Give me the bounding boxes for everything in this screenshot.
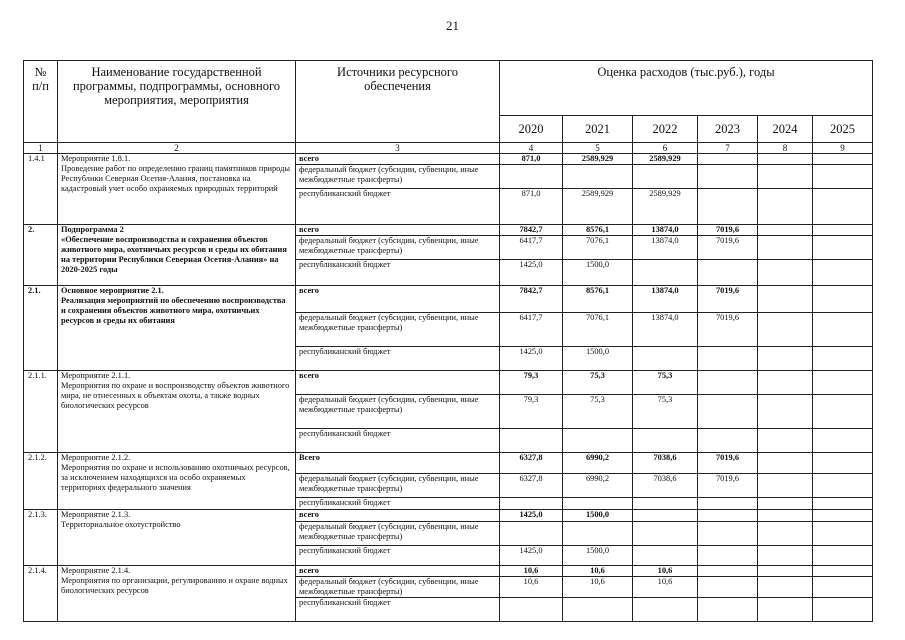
funding-source: федеральный бюджет (субсидии, субвенции, иные межбюджетные трансферты) bbox=[296, 313, 500, 347]
amount-cell bbox=[698, 510, 758, 522]
column-number: 9 bbox=[813, 143, 873, 154]
item-number: 2.1. bbox=[24, 286, 58, 371]
amount-cell bbox=[813, 347, 873, 371]
year-header: 2021 bbox=[563, 116, 633, 143]
table-row bbox=[24, 286, 873, 313]
amount-cell bbox=[563, 165, 633, 189]
amount-cell bbox=[633, 260, 698, 286]
year-header: 2023 bbox=[698, 116, 758, 143]
item-number: 2.1.1. bbox=[24, 371, 58, 453]
table-row bbox=[24, 371, 873, 395]
amount-cell bbox=[813, 313, 873, 347]
page-number: 21 bbox=[446, 18, 459, 33]
amount-cell: 10,6 bbox=[633, 577, 698, 598]
amount-cell: 1425,0 bbox=[500, 260, 563, 286]
amount-cell: 6990,2 bbox=[563, 474, 633, 498]
amount-cell bbox=[698, 347, 758, 371]
amount-cell: 1500,0 bbox=[563, 510, 633, 522]
amount-cell: 7019,6 bbox=[698, 453, 758, 474]
amount-cell bbox=[813, 154, 873, 165]
amount-cell: 7842,7 bbox=[500, 225, 563, 236]
amount-cell: 7842,7 bbox=[500, 286, 563, 313]
amount-cell: 10,6 bbox=[500, 577, 563, 598]
item-number: 2.1.4. bbox=[24, 566, 58, 622]
amount-cell bbox=[758, 260, 813, 286]
table-row bbox=[24, 225, 873, 236]
amount-cell bbox=[698, 522, 758, 546]
funding-source: федеральный бюджет (субсидии, субвенции, иные межбюджетные трансферты) bbox=[296, 474, 500, 498]
amount-cell bbox=[758, 371, 813, 395]
amount-cell bbox=[633, 498, 698, 510]
funding-source: всего bbox=[296, 510, 500, 522]
item-name: Основное мероприятие 2.1. Реализация мероприятий по обеспечению воспроизводства и сохранения объектов животного мира, охотничьих ресурсов и среды их обитания bbox=[58, 286, 296, 371]
amount-cell: 10,6 bbox=[500, 566, 563, 577]
amount-cell bbox=[500, 498, 563, 510]
amount-cell: 8576,1 bbox=[563, 225, 633, 236]
header-name: Наименование государственной программы, подпрограммы, основного мероприятия, мероприятия bbox=[58, 61, 296, 143]
amount-cell: 13874,0 bbox=[633, 286, 698, 313]
amount-cell: 7038,6 bbox=[633, 453, 698, 474]
amount-cell bbox=[633, 522, 698, 546]
column-number: 5 bbox=[563, 143, 633, 154]
amount-cell bbox=[563, 598, 633, 622]
funding-source: республиканский бюджет bbox=[296, 498, 500, 510]
amount-cell bbox=[758, 165, 813, 189]
amount-cell: 871,0 bbox=[500, 189, 563, 225]
amount-cell bbox=[758, 566, 813, 577]
amount-cell bbox=[698, 546, 758, 566]
funding-source: федеральный бюджет (субсидии, субвенции, иные межбюджетные трансферты) bbox=[296, 577, 500, 598]
amount-cell bbox=[633, 347, 698, 371]
amount-cell bbox=[698, 598, 758, 622]
amount-cell: 7019,6 bbox=[698, 313, 758, 347]
column-number: 3 bbox=[296, 143, 500, 154]
amount-cell bbox=[698, 371, 758, 395]
item-name: Мероприятие 1.8.1. Проведение работ по определению границ памятников природы Республики Северная Осетия-Алания, постановка на кадастровый учет особо охраняемых природных территорий bbox=[58, 154, 296, 225]
column-number: 4 bbox=[500, 143, 563, 154]
amount-cell bbox=[758, 510, 813, 522]
amount-cell bbox=[698, 498, 758, 510]
amount-cell: 6417,7 bbox=[500, 313, 563, 347]
amount-cell bbox=[813, 395, 873, 429]
column-number: 8 bbox=[758, 143, 813, 154]
amount-cell bbox=[758, 453, 813, 474]
header-estimate: Оценка расходов (тыс.руб.), годы bbox=[500, 61, 873, 116]
amount-cell bbox=[563, 522, 633, 546]
year-header: 2025 bbox=[813, 116, 873, 143]
amount-cell: 79,3 bbox=[500, 395, 563, 429]
amount-cell bbox=[698, 154, 758, 165]
amount-cell bbox=[500, 429, 563, 453]
funding-source: республиканский бюджет bbox=[296, 189, 500, 225]
funding-source: федеральный бюджет (субсидии, субвенции, иные межбюджетные трансферты) bbox=[296, 395, 500, 429]
amount-cell: 13874,0 bbox=[633, 236, 698, 260]
amount-cell bbox=[633, 510, 698, 522]
amount-cell: 10,6 bbox=[563, 566, 633, 577]
amount-cell: 1500,0 bbox=[563, 260, 633, 286]
item-number: 2. bbox=[24, 225, 58, 286]
funding-source: республиканский бюджет bbox=[296, 598, 500, 622]
amount-cell: 7038,6 bbox=[633, 474, 698, 498]
amount-cell: 2589,929 bbox=[633, 154, 698, 165]
funding-source: всего bbox=[296, 371, 500, 395]
amount-cell bbox=[813, 286, 873, 313]
item-number: 1.4.1 bbox=[24, 154, 58, 225]
amount-cell: 75,3 bbox=[633, 395, 698, 429]
item-name: Мероприятие 2.1.2. Мероприятия по охране и использованию охотничьих ресурсов, за исключением находящихся на особо охраняемых территориях федерального значения bbox=[58, 453, 296, 510]
amount-cell bbox=[758, 429, 813, 453]
amount-cell: 2589,929 bbox=[633, 189, 698, 225]
funding-source: федеральный бюджет (субсидии, субвенции, иные межбюджетные трансферты) bbox=[296, 236, 500, 260]
amount-cell: 6327,8 bbox=[500, 453, 563, 474]
amount-cell bbox=[813, 225, 873, 236]
funding-source: республиканский бюджет bbox=[296, 260, 500, 286]
amount-cell: 75,3 bbox=[563, 371, 633, 395]
amount-cell bbox=[758, 577, 813, 598]
expenditure-table bbox=[23, 60, 873, 622]
amount-cell: 6327,8 bbox=[500, 474, 563, 498]
amount-cell: 1500,0 bbox=[563, 347, 633, 371]
column-number: 1 bbox=[24, 143, 58, 154]
amount-cell: 13874,0 bbox=[633, 225, 698, 236]
amount-cell: 6990,2 bbox=[563, 453, 633, 474]
amount-cell bbox=[758, 546, 813, 566]
item-name: Мероприятие 2.1.3. Территориальное охотустройство bbox=[58, 510, 296, 566]
amount-cell bbox=[563, 498, 633, 510]
amount-cell bbox=[500, 165, 563, 189]
item-name: Мероприятие 2.1.1. Мероприятия по охране и воспроизводству объектов животного мира, не отнесенных к объектам охоты, а также водных биологических ресурсов bbox=[58, 371, 296, 453]
amount-cell bbox=[698, 395, 758, 429]
funding-source: республиканский бюджет bbox=[296, 546, 500, 566]
amount-cell bbox=[813, 510, 873, 522]
amount-cell bbox=[633, 598, 698, 622]
amount-cell bbox=[633, 546, 698, 566]
amount-cell bbox=[758, 286, 813, 313]
amount-cell bbox=[758, 498, 813, 510]
amount-cell bbox=[758, 154, 813, 165]
amount-cell bbox=[758, 225, 813, 236]
amount-cell bbox=[813, 165, 873, 189]
table-row bbox=[24, 154, 873, 165]
amount-cell: 10,6 bbox=[563, 577, 633, 598]
amount-cell: 7019,6 bbox=[698, 236, 758, 260]
header-no: № п/п bbox=[24, 61, 58, 143]
amount-cell bbox=[698, 165, 758, 189]
amount-cell: 871,0 bbox=[500, 154, 563, 165]
column-number: 6 bbox=[633, 143, 698, 154]
year-header: 2020 bbox=[500, 116, 563, 143]
amount-cell: 2589,929 bbox=[563, 189, 633, 225]
amount-cell bbox=[813, 546, 873, 566]
amount-cell bbox=[698, 429, 758, 453]
amount-cell bbox=[758, 522, 813, 546]
table-row bbox=[24, 453, 873, 474]
amount-cell bbox=[633, 165, 698, 189]
amount-cell bbox=[813, 371, 873, 395]
amount-cell bbox=[813, 598, 873, 622]
amount-cell: 13874,0 bbox=[633, 313, 698, 347]
amount-cell: 1425,0 bbox=[500, 546, 563, 566]
funding-source: всего bbox=[296, 225, 500, 236]
table-row bbox=[24, 510, 873, 522]
amount-cell bbox=[813, 522, 873, 546]
amount-cell: 1500,0 bbox=[563, 546, 633, 566]
funding-source: республиканский бюджет bbox=[296, 429, 500, 453]
amount-cell bbox=[698, 566, 758, 577]
funding-source: Всего bbox=[296, 453, 500, 474]
amount-cell bbox=[813, 429, 873, 453]
amount-cell bbox=[813, 566, 873, 577]
year-header: 2022 bbox=[633, 116, 698, 143]
funding-source: республиканский бюджет bbox=[296, 347, 500, 371]
amount-cell bbox=[813, 260, 873, 286]
amount-cell bbox=[758, 474, 813, 498]
item-number: 2.1.2. bbox=[24, 453, 58, 510]
amount-cell bbox=[813, 189, 873, 225]
item-number: 2.1.3. bbox=[24, 510, 58, 566]
amount-cell bbox=[758, 313, 813, 347]
amount-cell bbox=[698, 577, 758, 598]
amount-cell bbox=[758, 395, 813, 429]
amount-cell: 79,3 bbox=[500, 371, 563, 395]
amount-cell bbox=[813, 453, 873, 474]
item-name: Мероприятие 2.1.4. Мероприятия по организации, регулированию и охране водных биологических ресурсов bbox=[58, 566, 296, 622]
table-row bbox=[24, 566, 873, 577]
item-name: Подпрограмма 2 «Обеспечение воспроизводства и сохранения объектов животного мира, охотничьих ресурсов и среды их обитания на территории Республики Северная Осетия-Алания» на 2020-2025 годы bbox=[58, 225, 296, 286]
column-number: 7 bbox=[698, 143, 758, 154]
amount-cell: 1425,0 bbox=[500, 347, 563, 371]
amount-cell: 2589,929 bbox=[563, 154, 633, 165]
funding-source: всего bbox=[296, 154, 500, 165]
funding-source: всего bbox=[296, 566, 500, 577]
funding-source: федеральный бюджет (субсидии, субвенции, иные межбюджетные трансферты) bbox=[296, 165, 500, 189]
funding-source: федеральный бюджет (субсидии, субвенции, иные межбюджетные трансферты) bbox=[296, 522, 500, 546]
amount-cell bbox=[758, 347, 813, 371]
amount-cell bbox=[758, 189, 813, 225]
amount-cell bbox=[813, 577, 873, 598]
amount-cell bbox=[633, 429, 698, 453]
amount-cell bbox=[758, 236, 813, 260]
funding-source: всего bbox=[296, 286, 500, 313]
amount-cell bbox=[500, 598, 563, 622]
amount-cell: 1425,0 bbox=[500, 510, 563, 522]
amount-cell: 75,3 bbox=[563, 395, 633, 429]
amount-cell: 75,3 bbox=[633, 371, 698, 395]
year-header: 2024 bbox=[758, 116, 813, 143]
amount-cell bbox=[500, 522, 563, 546]
column-number: 2 bbox=[58, 143, 296, 154]
amount-cell: 7019,6 bbox=[698, 225, 758, 236]
amount-cell bbox=[698, 260, 758, 286]
amount-cell bbox=[813, 474, 873, 498]
amount-cell: 6417,7 bbox=[500, 236, 563, 260]
header-source: Источники ресурсного обеспечения bbox=[296, 61, 500, 143]
amount-cell bbox=[813, 236, 873, 260]
amount-cell bbox=[563, 429, 633, 453]
amount-cell: 8576,1 bbox=[563, 286, 633, 313]
amount-cell: 7076,1 bbox=[563, 236, 633, 260]
amount-cell: 7019,6 bbox=[698, 474, 758, 498]
amount-cell: 7019,6 bbox=[698, 286, 758, 313]
amount-cell: 7076,1 bbox=[563, 313, 633, 347]
table-body bbox=[24, 154, 873, 622]
amount-cell bbox=[758, 598, 813, 622]
amount-cell: 10,6 bbox=[633, 566, 698, 577]
amount-cell bbox=[813, 498, 873, 510]
amount-cell bbox=[698, 189, 758, 225]
